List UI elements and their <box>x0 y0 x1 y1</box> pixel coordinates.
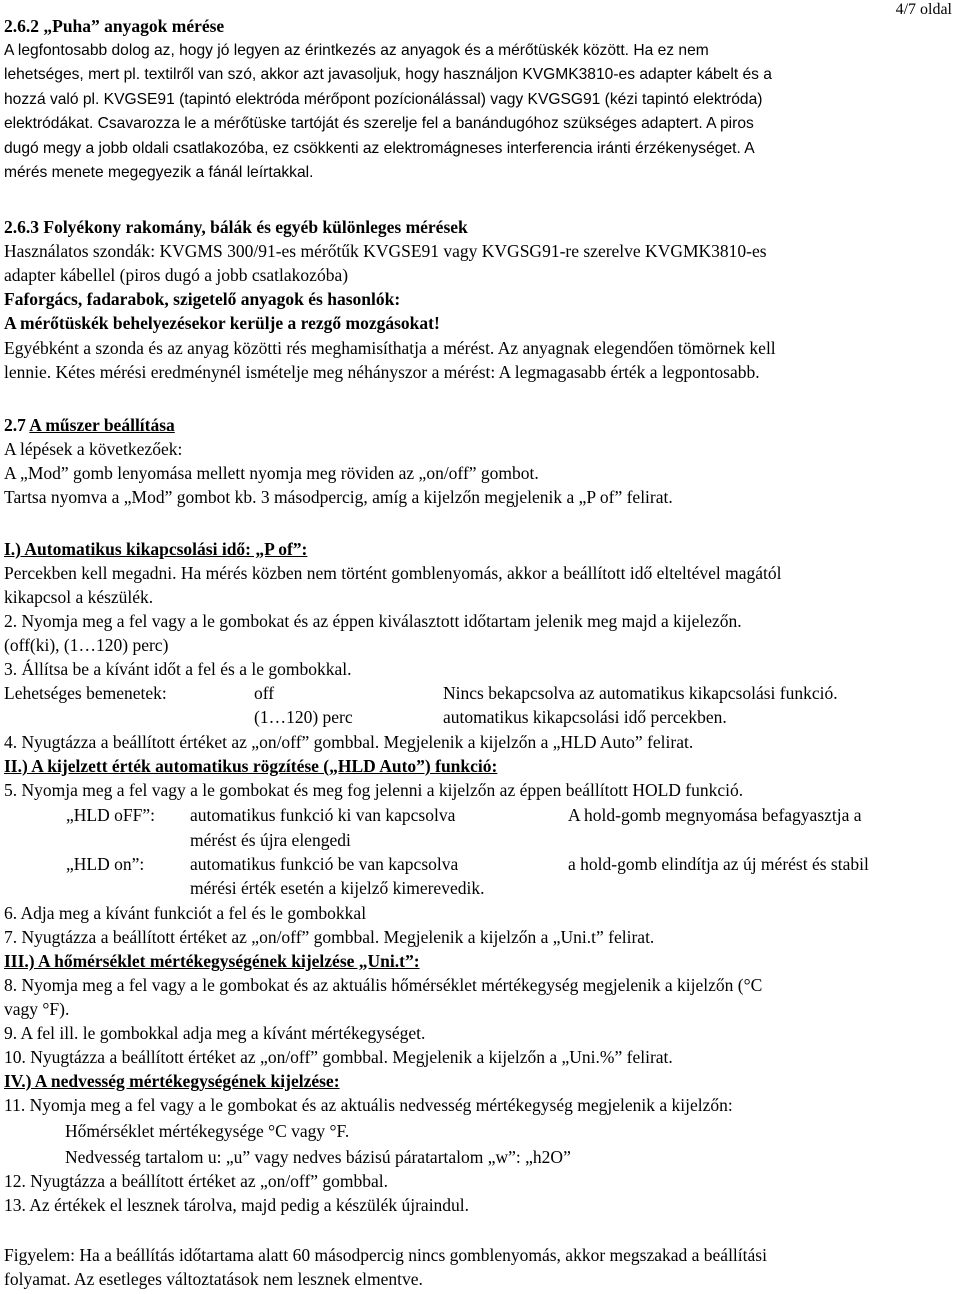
paragraph-line: lennie. Kétes mérési eredménynél ismételje meg néhányszor a mérést: A legmagasabb érték a legpontosabb. <box>4 362 760 382</box>
paragraph-line: 9. A fel ill. le gombokkal adja meg a kívánt mértékegységet. <box>4 1023 426 1043</box>
subsection-heading-2: II.) A kijelzett érték automatikus rögzítése („HLD Auto”) funkció: <box>4 756 498 776</box>
warning-note: folyamat. Az esetleges változtatások nem lesznek elmentve. <box>4 1269 423 1289</box>
paragraph-line: A lépések a következőek: <box>4 439 183 459</box>
subsection-heading-3: III.) A hőmérséklet mértékegységének kijelzése „Uni.t”: <box>4 951 420 971</box>
paragraph-line: 8. Nyomja meg a fel vagy a le gombokat és az aktuális hőmérséklet mértékegység megjelenik a kijelzőn (°C <box>4 975 763 995</box>
inputs-label: Lehetséges bemenetek: <box>4 683 167 703</box>
input-value: (1…120) perc <box>254 707 353 727</box>
paragraph-line: 13. Az értékek el lesznek tárolva, majd pedig a készülék újraindul. <box>4 1195 470 1215</box>
subsection-heading-4: IV.) A nedvesség mértékegységének kijelzése: <box>4 1071 340 1091</box>
paragraph-line: A legfontosabb dolog az, hogy jó legyen az érintkezés az anyagok és a mérőtüskék között. Ha ez nem <box>4 42 709 59</box>
paragraph-line: (off(ki), (1…120) perc) <box>4 635 169 655</box>
paragraph-line: Tartsa nyomva a „Mod” gombot kb. 3 másodpercig, amíg a kijelzőn megjelenik a „P of” felirat. <box>4 487 673 507</box>
paragraph-line: mérés menete megegyezik a fánál leírtakkal. <box>4 164 314 181</box>
option-key: „HLD oFF”: <box>66 805 155 825</box>
paragraph-line: 10. Nyugtázza a beállított értéket az „on/off” gombbal. Megjelenik a kijelzőn a „Uni.%” felirat. <box>4 1047 673 1067</box>
input-description: Nincs bekapcsolva az automatikus kikapcsolási funkció. <box>443 683 838 703</box>
paragraph-line: vagy °F). <box>4 999 70 1019</box>
input-description: automatikus kikapcsolási idő percekben. <box>443 707 727 727</box>
paragraph-line: 7. Nyugtázza a beállított értéket az „on/off” gombbal. Megjelenik a kijelzőn a „Uni.t” felirat. <box>4 927 655 947</box>
paragraph-line: hozzá való pl. KVGSE91 (tapintó elektróda mérőpont pozícionálással) vagy KVGSG91 (kézi tapintó elektróda) <box>4 91 763 108</box>
paragraph-line: Percekben kell megadni. Ha mérés közben nem történt gomblenyomás, akkor a beállított idő elteltével magától <box>4 563 782 583</box>
paragraph-line: 4. Nyugtázza a beállított értéket az „on/off” gombbal. Megjelenik a kijelzőn a „HLD Auto” felirat. <box>4 732 694 752</box>
option-description: mérési érték esetén a kijelző kimerevedik. <box>190 878 485 898</box>
page-number: 4/7 oldal <box>895 1 952 18</box>
subsection-heading-1: I.) Automatikus kikapcsolási idő: „P of”: <box>4 539 308 559</box>
section-heading-2-7 <box>4 414 175 436</box>
section-heading-2-6-2: 2.6.2 „Puha” anyagok mérése <box>4 16 225 36</box>
paragraph-line: kikapcsol a készülék. <box>4 587 154 607</box>
bold-warning: A mérőtüskék behelyezésekor kerülje a rezgő mozgásokat! <box>4 313 440 333</box>
section-heading-text: 2.7 A műszer beállítása <box>4 415 175 435</box>
paragraph-line: dugó megy a jobb oldali csatlakozóba, ez csökkenti az elektromágneses interferencia iránti érzékenységet. A <box>4 140 755 157</box>
paragraph-line: elektródákat. Csavarozza le a mérőtüske tartóját és szerelje fel a banándugóhoz szükséges adaptert. A piros <box>4 115 754 132</box>
option-description: automatikus funkció be van kapcsolva <box>190 854 459 874</box>
option-description: automatikus funkció ki van kapcsolva <box>190 805 456 825</box>
bold-note: Faforgács, fadarabok, szigetelő anyagok és hasonlók: <box>4 289 401 309</box>
option-note: A hold-gomb megnyomása befagyasztja a <box>568 805 862 825</box>
paragraph-line: Használatos szondák: KVGMS 300/91-es mérőtűk KVGSE91 vagy KVGSG91-re szerelve KVGMK3810-es <box>4 241 767 261</box>
warning-note: Figyelem: Ha a beállítás időtartama alatt 60 másodpercig nincs gomblenyomás, akkor megszakad a beállítási <box>4 1245 767 1265</box>
paragraph-line: adapter kábellel (piros dugó a jobb csatlakozóba) <box>4 265 349 285</box>
paragraph-line: 5. Nyomja meg a fel vagy a le gombokat és meg fog jelenni a kijelzőn az éppen beállított HOLD funkció. <box>4 780 744 800</box>
indented-line: Nedvesség tartalom u: „u” vagy nedves bázisú páratartalom „w”: „h2O” <box>65 1147 571 1167</box>
option-description: mérést és újra elengedi <box>190 830 351 850</box>
option-note: a hold-gomb elindítja az új mérést és stabil <box>568 854 869 874</box>
paragraph-line: 12. Nyugtázza a beállított értéket az „on/off” gombbal. <box>4 1171 389 1191</box>
paragraph-line: lehetséges, mert pl. textilről van szó, akkor azt javasoljuk, hogy használjon KVGMK3810-es adapter kábelt és a <box>4 66 772 83</box>
input-value: off <box>254 683 275 703</box>
option-key: „HLD on”: <box>66 854 145 874</box>
paragraph-line: Egyébként a szonda és az anyag közötti rés meghamisíthatja a mérést. Az anyagnak elegendően tömörnek kell <box>4 338 776 358</box>
paragraph-line: 11. Nyomja meg a fel vagy a le gombokat és az aktuális nedvesség mértékegység megjelenik a kijelzőn: <box>4 1095 733 1115</box>
paragraph-line: 3. Állítsa be a kívánt időt a fel és a le gombokkal. <box>4 659 352 679</box>
paragraph-line: A „Mod” gomb lenyomása mellett nyomja meg röviden az „on/off” gombot. <box>4 463 539 483</box>
section-heading-2-6-3: 2.6.3 Folyékony rakomány, bálák és egyéb különleges mérések <box>4 217 468 237</box>
indented-line: Hőmérséklet mértékegysége °C vagy °F. <box>65 1121 350 1141</box>
paragraph-line: 6. Adja meg a kívánt funkciót a fel és le gombokkal <box>4 903 367 923</box>
paragraph-line: 2. Nyomja meg a fel vagy a le gombokat és az éppen kiválasztott időtartam jelenik meg majd a kijelezőn. <box>4 611 742 631</box>
